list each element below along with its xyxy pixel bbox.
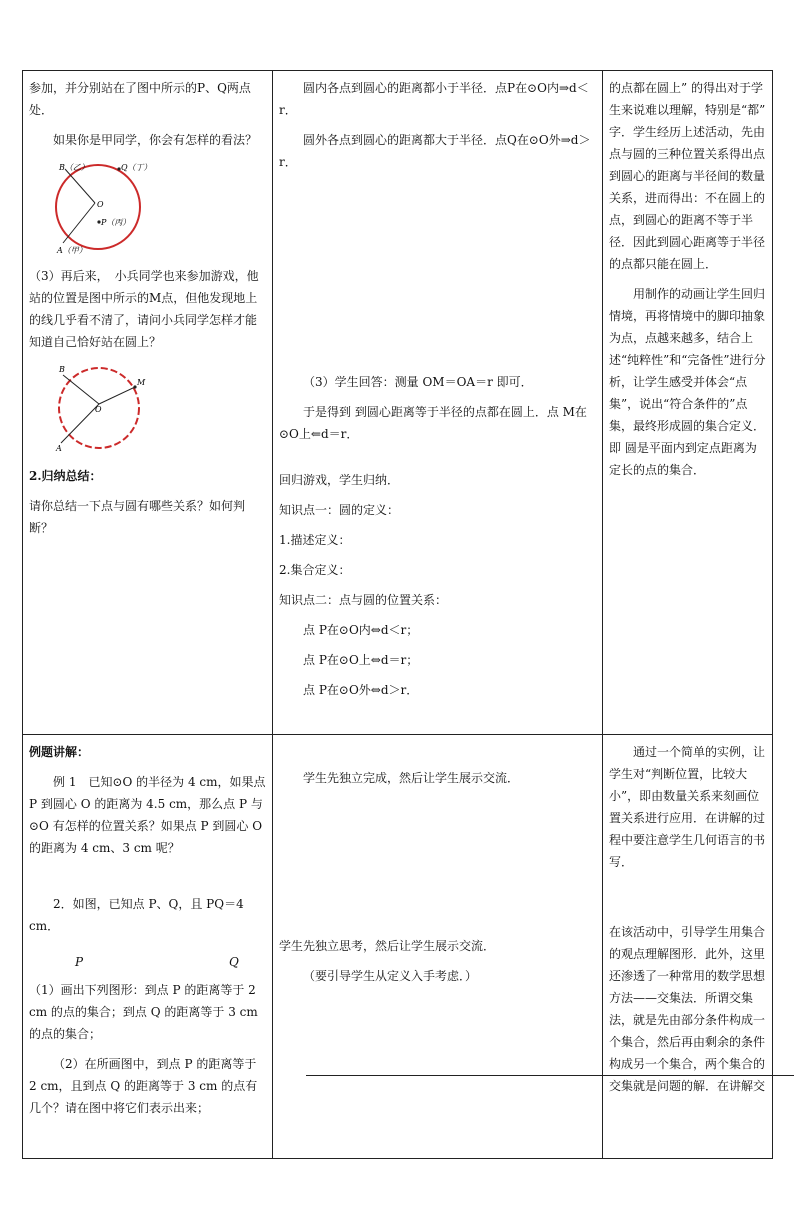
circle-diagram-1 xyxy=(53,159,152,255)
intent-paragraph-4: 在该活动中，引导学生用集合的观点理解图形．此外，这里还渗透了一种常用的数学思想方法——交集法．所谓交集法，就是先由部分条件构成一个集合，然后再由剩余的条件构成另一个集合，两个集合的交集就是问题的解．在讲解交 xyxy=(609,925,766,1093)
horizontal-rule xyxy=(306,1075,794,1076)
label-P: P（丙） xyxy=(101,218,131,227)
radius-OB xyxy=(63,375,99,404)
teaching-content-cell xyxy=(23,71,273,735)
review-text: 回归游戏，学生归纳． xyxy=(279,473,400,487)
pq-figure xyxy=(29,945,266,979)
intent-paragraph-3: 通过一个简单的实例，让学生对“判断位置，比较大小”，即由数量关系来刻画位置关系进行应用．在讲解的过程中要注意学生几何语言的书写． xyxy=(609,745,766,869)
example-2-activity: 学生先独立思考，然后让学生展示交流． xyxy=(279,939,496,953)
label-B: B xyxy=(59,365,65,374)
answer-part3: （3）学生回答：测量 OM＝OA＝r 即可． xyxy=(303,375,533,389)
design-intent-cell xyxy=(603,735,773,1159)
relation-on: 点 P在⊙O上⇔d＝r； xyxy=(303,653,419,667)
label-O: O xyxy=(97,200,104,209)
example-title: 例题讲解： xyxy=(29,745,90,759)
circle-diagram-2 xyxy=(53,361,145,455)
student-activity-cell xyxy=(273,735,603,1159)
example-1-activity: 学生先独立完成，然后让学生展示交流． xyxy=(303,771,520,785)
table-row xyxy=(23,71,773,735)
outside-relation: 圆外各点到圆心的距离都大于半径．点Q在⊙O外⇒d＞r． xyxy=(279,133,591,169)
table-row xyxy=(23,735,773,1159)
intent-paragraph-1: 的点都在圆上” 的得出对于学生来说难以理解，特别是“都” 字．学生经历上述活动，先由点与圆的三种位置关系得出点到圆心的距离与半径间的数量关系，进而得出：不在圆上的点，到圆心的距离不等于半径．因此到圆心距离等于半径的点都只能在圆上． xyxy=(609,81,766,271)
question-text: 如果你是甲同学，你会有怎样的看法？ xyxy=(53,133,258,147)
knowledge-point-1: 知识点一：圆的定义： xyxy=(279,503,400,517)
knowledge-point-1b: 2.集合定义： xyxy=(279,563,351,577)
conclusion-text: 于是得到 到圆心距离等于半径的点都在圆上．点 M在⊙O上⇐d＝r． xyxy=(279,405,587,441)
lesson-plan-table xyxy=(22,70,773,1159)
design-intent-cell xyxy=(603,71,773,735)
radius-OM xyxy=(99,387,135,404)
part3-text: （3）再后来， 小兵同学也来参加游戏，他站的位置是图中所示的M点，但他发现地上的线几乎看不清了，请问小兵同学怎样才能知道自己恰好站在圆上？ xyxy=(29,269,259,349)
label-A: A（甲） xyxy=(57,246,87,255)
relation-inside: 点 P在⊙O内⇔d＜r； xyxy=(303,623,419,637)
student-activity-cell xyxy=(273,71,603,735)
example-2a-text: （1）画出下列图形：到点 P 的距离等于 2 cm 的点的集合；到点 Q 的距离等于 3 cm 的点的集合； xyxy=(29,983,258,1041)
example-2-text: 2．如图，已知点 P、Q，且 PQ＝4 cm． xyxy=(29,897,244,933)
label-A: A xyxy=(56,444,62,453)
label-M: M xyxy=(137,378,146,387)
intent-paragraph-2: 用制作的动画让学生回归情境，再将情境中的脚印抽象为点，点越来越多，结合上述“纯粹性”和“完备性”进行分析，让学生感受并体会“点集”，说出“符合条件的”点集，最终形成圆的集合定义．即 圆是平面内到定点距离为定长的点的集合． xyxy=(609,287,766,477)
example-2-hint: （要引导学生从定义入手考虑．） xyxy=(303,969,478,983)
label-P: P xyxy=(75,955,84,969)
knowledge-point-1a: 1.描述定义： xyxy=(279,533,351,547)
example-1-text: 例 1 已知⊙O 的半径为 4 cm，如果点 P 到圆心 O 的距离为 4.5 cm，那么点 P 与⊙O 有怎样的位置关系？如果点 P 到圆心 O 的距离为 4 cm、3 cm 呢？ xyxy=(29,775,266,855)
label-B: B（乙） xyxy=(59,163,89,172)
knowledge-point-2: 知识点二：点与圆的位置关系： xyxy=(279,593,448,607)
radius-OA xyxy=(63,203,95,243)
example-2b-text: （2）在所画图中，到点 P 的距离等于 2 cm，且到点 Q 的距离等于 3 cm 的点有几个？请在图中将它们表示出来； xyxy=(29,1057,258,1115)
label-Q: Q xyxy=(229,955,239,969)
inside-relation: 圆内各点到圆心的距离都小于半径．点P在⊙O内⇒d＜r． xyxy=(279,81,589,117)
intro-text: 参加，并分别站在了图中所示的P、Q两点处． xyxy=(29,81,251,117)
radius-OB xyxy=(65,169,95,203)
summary-question: 请你总结一下点与圆有哪些关系？如何判断？ xyxy=(29,499,246,535)
teaching-content-cell xyxy=(23,735,273,1159)
summary-title: 2.归纳总结： xyxy=(29,469,102,483)
label-O: O xyxy=(95,405,102,414)
relation-outside: 点 P在⊙O外⇔d＞r． xyxy=(303,683,419,697)
radius-OA xyxy=(61,404,99,443)
label-Q: Q（丁） xyxy=(121,163,152,172)
